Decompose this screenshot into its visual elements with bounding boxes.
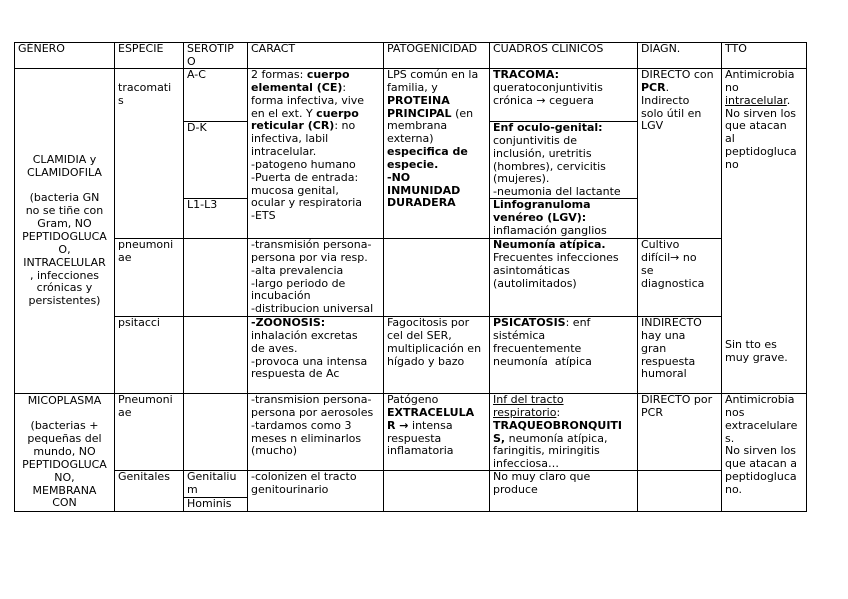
genitales-patogenicidad-cell — [383, 470, 490, 512]
cell-text: D-K — [187, 121, 207, 134]
cell-text: especifica de — [387, 145, 468, 159]
cell-text: difícil→ no — [641, 250, 697, 264]
cell-text: infecciosa… — [493, 457, 560, 471]
genitales-caract-cell — [247, 470, 384, 512]
text-line — [725, 120, 803, 133]
tracomatis-especie-cell — [114, 68, 184, 239]
cell-text: -transmision persona- — [251, 393, 372, 406]
text-line — [493, 95, 634, 108]
cell-text: respiratorio — [493, 405, 557, 419]
cell-text: : enf — [565, 316, 591, 329]
psitacci-serotipo-cell — [183, 316, 248, 394]
cell-text: conjuntivitis de — [493, 133, 578, 147]
cell-text: meses n eliminarlos — [251, 431, 362, 445]
cell-text: Fagocitosis por — [387, 316, 470, 329]
text-line — [725, 484, 803, 497]
text-line — [187, 498, 244, 511]
psitacci-caract-cell — [247, 316, 384, 394]
cell-text: cuerpo — [306, 68, 350, 81]
cell-text: CLAMIDIA y — [32, 152, 97, 166]
cell-text: Antimicrobia — [725, 68, 795, 81]
cell-text: MEMBRANA — [32, 483, 97, 497]
cell-text: Frecuentes infecciones — [493, 250, 619, 264]
text-line — [118, 407, 180, 420]
cell-text: incubación — [251, 289, 311, 303]
cell-text: crónica → ceguera — [493, 93, 594, 107]
cell-text: intracelular — [725, 93, 787, 107]
text-line — [118, 82, 180, 95]
cell-text: no — [725, 157, 739, 171]
cell-text: extracelulare — [725, 418, 798, 432]
cell-text: Genitales — [118, 470, 170, 483]
cell-text: -Puerta de entrada: — [251, 170, 359, 184]
cell-text: PEPTIDOGLUCA — [22, 457, 107, 471]
cell-text: Cultivo — [641, 238, 680, 251]
text-line — [641, 278, 718, 291]
text-line — [118, 471, 180, 484]
m-pneumoniae-cuadros-cell — [489, 393, 638, 471]
cell-text: PSICATOSIS — [493, 316, 566, 329]
cell-text: multiplicación en — [387, 341, 482, 355]
cell-text: inflamación ganglios — [493, 223, 607, 237]
cell-text: intensa — [408, 418, 453, 432]
cell-text: (hombres), cervicitis — [493, 159, 606, 173]
text-line — [641, 368, 718, 381]
cell-text: -tardamos como 3 — [251, 418, 352, 432]
text-line — [28, 395, 102, 408]
cell-text: LGV — [641, 119, 664, 133]
cell-text: A-C — [187, 68, 206, 81]
cell-text: peptidogluca — [725, 145, 797, 159]
cell-text: crónicas y — [36, 281, 93, 295]
cell-text: 2 formas: — [251, 68, 307, 81]
cell-text: DIRECTO por — [641, 393, 713, 406]
text-line — [387, 356, 486, 369]
tracomatis-caract-cell — [247, 68, 384, 239]
cell-text: persona por aerosoles — [251, 405, 374, 419]
header-serotipo — [183, 42, 248, 69]
m-pneumoniae-patogenicidad-cell — [383, 393, 490, 471]
text-line — [251, 484, 380, 497]
cell-text: Inf del tracto — [493, 393, 564, 406]
cell-text: Enf oculo-genital: — [493, 121, 603, 134]
cell-text: No muy claro que — [493, 470, 591, 483]
clamidia-genero-cell — [14, 68, 115, 394]
tracomatis-serotipo-ac-cell — [183, 68, 248, 122]
cell-text: mucosa genital, — [251, 183, 339, 197]
cell-text: hígado y bazo — [387, 354, 465, 368]
m-pneumoniae-serotipo-cell — [183, 393, 248, 471]
cell-text: . — [786, 93, 791, 107]
text-line — [251, 210, 380, 223]
cell-text: Genitaliu — [187, 470, 237, 483]
text-line — [387, 197, 486, 210]
cell-text: -patogeno humano — [251, 157, 356, 171]
micoplasma-genero-cell — [14, 393, 115, 512]
cell-text: respuesta de Ac — [251, 367, 340, 381]
cell-text: -colonizen el tracto — [251, 470, 357, 483]
genus-description — [22, 192, 107, 308]
cell-text: -neumonia del lactante — [493, 185, 621, 199]
micoplasma-tto-cell — [721, 393, 807, 512]
cell-text: CARACT — [251, 42, 296, 55]
cell-text: No sirven los — [725, 106, 797, 120]
cell-text: no se tiñe con — [25, 204, 104, 218]
genus-description — [22, 420, 107, 510]
tracomatis-serotipo-l-cell — [183, 198, 248, 239]
cell-text: persona por via resp. — [251, 250, 368, 264]
cell-text: intracelular. — [251, 145, 317, 159]
text-line — [251, 368, 380, 381]
cell-text: No sirven los — [725, 444, 797, 458]
text-line — [27, 167, 102, 180]
cell-text: INDIRECTO — [641, 316, 702, 329]
text-line — [118, 252, 180, 265]
header-genero — [14, 42, 115, 69]
cell-text: de aves. — [251, 341, 298, 355]
tracomatis-patogenicidad-cell — [383, 68, 490, 239]
text-line — [251, 303, 380, 316]
cell-text: diagnostica — [641, 276, 705, 290]
cell-text: infectiva, labil — [251, 132, 329, 146]
cell-text: EXTRACELULA — [387, 405, 475, 419]
cell-text: respuesta — [387, 431, 442, 445]
psitacci-cuadros-cell — [489, 316, 638, 394]
cell-text: especie. — [387, 157, 439, 171]
header-especie — [114, 42, 184, 69]
cell-text: hay una — [641, 328, 686, 342]
cell-text: (mucho) — [251, 444, 298, 458]
cell-text: CLAMIDOFILA — [27, 165, 102, 179]
psitacci-diagn-cell — [637, 316, 722, 394]
cell-text: que atacan — [725, 119, 787, 133]
cell-text: Hominis — [187, 497, 232, 510]
cell-text: ESPECIE — [118, 42, 164, 55]
text-line — [22, 295, 107, 308]
cell-text: ae — [118, 405, 132, 419]
cell-text: TRAQUEOBRONQUITI — [493, 418, 623, 432]
cell-text: gran — [641, 341, 667, 355]
c-pneumoniae-caract-cell — [247, 238, 384, 317]
genitales-especie-cell — [114, 470, 184, 512]
cell-text: nos — [725, 405, 745, 419]
text-line — [18, 43, 111, 56]
cell-text: queratoconjuntivitis — [493, 80, 603, 94]
text-line — [187, 484, 244, 497]
psitacci-especie-cell — [114, 316, 184, 394]
cell-text: inclusión, uretritis — [493, 146, 592, 160]
cell-text: Sin tto es — [725, 338, 777, 351]
text-line — [251, 43, 380, 56]
cell-text: -distribucion universal — [251, 302, 374, 316]
text-line — [725, 352, 788, 365]
cell-text: faringitis, miringitis — [493, 444, 600, 458]
text-line — [387, 43, 486, 56]
clamidia-tto-cell — [721, 68, 807, 394]
tracomatis-diagn-cell — [637, 68, 722, 239]
text-line — [251, 445, 380, 458]
cell-text: (bacterias + — [30, 419, 99, 433]
c-pneumoniae-cuadros-cell — [489, 238, 638, 317]
cell-text: persistentes) — [28, 294, 101, 308]
text-line — [493, 225, 634, 238]
cell-text: solo útil en — [641, 106, 702, 120]
cell-text: TRACOMA: — [493, 68, 559, 81]
cell-text: DIRECTO con — [641, 68, 714, 81]
treatment-text — [725, 69, 803, 172]
cell-text: Neumonía atípica. — [493, 238, 606, 251]
tracomatis-cuadros-lgv-cell — [489, 198, 638, 239]
cell-text: LPS común en la — [387, 68, 479, 81]
cell-text: produce — [493, 482, 538, 496]
cell-text: peptidogluca — [725, 470, 797, 484]
header-cuadros-clinicos — [489, 42, 638, 69]
cell-text: Linfogranuloma — [493, 198, 591, 211]
genus-name — [28, 395, 102, 408]
cell-text: Indirecto — [641, 93, 690, 107]
header-tto — [721, 42, 807, 69]
cell-text: TTO — [725, 42, 747, 55]
cell-text: psitacci — [118, 316, 160, 329]
genus-name — [27, 154, 102, 180]
cell-text: -largo periodo de — [251, 276, 346, 290]
cell-text: Antimicrobia — [725, 393, 795, 406]
text-line — [641, 407, 718, 420]
text-line — [187, 122, 244, 135]
cell-text: muy grave. — [725, 350, 788, 364]
cell-text: al — [725, 132, 735, 146]
header-diagn — [637, 42, 722, 69]
cell-text: neumonía atípica — [493, 354, 592, 368]
c-pneumoniae-serotipo-cell — [183, 238, 248, 317]
cell-text: O — [187, 54, 196, 68]
text-line — [493, 356, 634, 369]
cell-text: PATOGENICIDAD — [387, 42, 478, 55]
cell-text: NO, — [54, 470, 75, 484]
cell-text: -transmisión persona- — [251, 238, 372, 251]
cell-text: cel del SER, — [387, 328, 452, 342]
cell-text: no. — [725, 482, 743, 496]
cell-text: CUADROS CLINICOS — [493, 42, 604, 55]
text-line — [187, 69, 244, 82]
cell-text: inhalación excretas — [251, 328, 358, 342]
text-line — [22, 497, 107, 510]
text-line — [493, 43, 634, 56]
tracomatis-cuadros-oculogenital-cell — [489, 121, 638, 199]
cell-text: SEROTIP — [187, 42, 234, 55]
text-line — [187, 56, 244, 69]
cell-text: PRINCIPAL — [387, 106, 452, 120]
cell-text: venéreo (LGV): — [493, 210, 587, 224]
cell-text: que atacan a — [725, 457, 798, 471]
cell-text: (bacteria GN — [29, 191, 100, 205]
cell-text: : — [556, 405, 561, 419]
cell-text: Pneumoni — [118, 393, 173, 406]
text-line — [641, 120, 718, 133]
cell-text: : — [342, 80, 347, 94]
cell-text: respuesta — [641, 354, 696, 368]
cell-text: familia, y — [387, 80, 438, 94]
cell-text: MICOPLASMA — [27, 393, 102, 407]
cell-text: pneumoni — [118, 238, 174, 251]
genitales-serotipo-genitalium-cell — [183, 470, 248, 498]
cell-text: GÉNERO — [18, 42, 65, 55]
cell-text: DURADERA — [387, 196, 456, 210]
text-line — [387, 445, 486, 458]
c-pneumoniae-especie-cell — [114, 238, 184, 317]
cell-text: PEPTIDOGLUCA — [22, 230, 107, 243]
cell-text: reticular (CR) — [251, 119, 335, 133]
cell-text: se — [641, 263, 654, 277]
cell-text: -ETS — [251, 209, 276, 223]
text-line — [493, 278, 634, 291]
cell-text: (mujeres). — [493, 172, 550, 186]
text-line — [187, 199, 244, 212]
text-line — [725, 43, 803, 56]
cell-text: ocular y respiratoria — [251, 196, 363, 210]
tracomatis-serotipo-dk-cell — [183, 121, 248, 199]
cell-text: (autolimitados) — [493, 276, 577, 290]
text-line — [118, 43, 180, 56]
cell-text: asintomáticas — [493, 263, 570, 277]
cell-text: mundo, NO — [33, 445, 96, 459]
cell-text: pequeñas del — [27, 432, 102, 446]
cell-text: INTRACELULAR — [23, 255, 106, 269]
cell-text: Patógeno — [387, 393, 439, 406]
cell-text: frecuentemente — [493, 341, 582, 355]
cell-text: O, — [58, 242, 71, 256]
text-line — [641, 43, 718, 56]
treatment-note — [725, 339, 788, 365]
cell-text: : no — [334, 119, 356, 133]
header-caract — [247, 42, 384, 69]
cell-text: genitourinario — [251, 482, 329, 496]
cell-text: s — [118, 93, 124, 107]
cell-text: L1-L3 — [187, 198, 218, 211]
text-line — [725, 420, 803, 433]
cell-text: en el ext. Y — [251, 106, 317, 120]
cell-text: m — [187, 482, 198, 496]
cell-text: -NO — [387, 170, 411, 184]
cell-text: elemental (CE) — [251, 80, 343, 94]
header-patogenicidad — [383, 42, 490, 69]
cell-text: DIAGN. — [641, 42, 681, 55]
cell-text: ae — [118, 250, 132, 264]
cell-text: PCR — [641, 80, 666, 94]
cell-text: s. — [725, 431, 735, 445]
cell-text: cuerpo — [316, 106, 359, 120]
genitales-diagn-cell — [637, 470, 722, 512]
m-pneumoniae-caract-cell — [247, 393, 384, 471]
text-line — [725, 159, 803, 172]
m-pneumoniae-especie-cell — [114, 393, 184, 471]
cell-text: externa) — [387, 132, 434, 146]
cell-text: humoral — [641, 367, 687, 381]
cell-text: sistémica — [493, 328, 546, 342]
cell-text: neumonía atípica, — [505, 431, 608, 445]
cell-text: PCR — [641, 405, 663, 419]
cell-text: -alta prevalencia — [251, 263, 344, 277]
cell-text: -provoca una intensa — [251, 354, 368, 368]
cell-text: CON — [52, 496, 77, 510]
cell-text: PROTEINA — [387, 93, 450, 107]
text-line — [118, 95, 180, 108]
cell-text: membrana — [387, 119, 448, 133]
genitales-serotipo-hominis-cell — [183, 497, 248, 512]
cell-text: no — [725, 80, 739, 94]
cell-text: -ZOONOSIS: — [251, 316, 326, 329]
psitacci-patogenicidad-cell — [383, 316, 490, 394]
cell-text: , infecciones — [29, 268, 99, 282]
text-line — [493, 484, 634, 497]
cell-text: (en — [451, 106, 474, 120]
c-pneumoniae-diagn-cell — [637, 238, 722, 317]
cell-text: tracomati — [118, 80, 172, 94]
cell-text: R → — [387, 418, 409, 432]
cell-text: INMUNIDAD — [387, 183, 461, 197]
cell-text: . — [665, 80, 670, 94]
cell-text: Gram, NO — [37, 217, 92, 231]
c-pneumoniae-patogenicidad-cell — [383, 238, 490, 317]
text-line — [118, 317, 180, 330]
cell-text: forma infectiva, vive — [251, 93, 365, 107]
cell-text: inflamatoria — [387, 444, 454, 458]
m-pneumoniae-diagn-cell — [637, 393, 722, 471]
tracomatis-cuadros-tracoma-cell — [489, 68, 638, 122]
genitales-cuadros-cell — [489, 470, 638, 512]
cell-text: S, — [493, 431, 506, 445]
